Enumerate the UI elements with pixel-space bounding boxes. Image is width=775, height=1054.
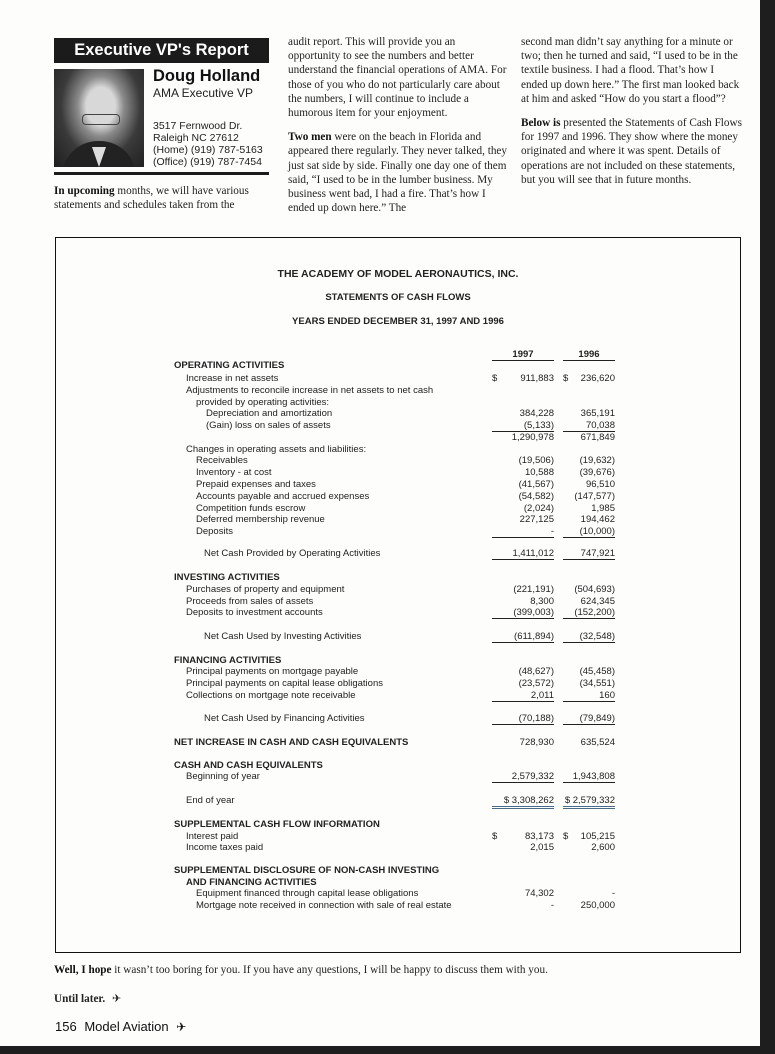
col-header-1997: 1997 — [492, 349, 554, 361]
value-1997: 74,302 — [524, 888, 554, 899]
page-folio — [55, 1019, 186, 1034]
author-address: 3517 Fernwood Dr. Raleigh NC 27612 (Home) (919) 787-5163 (Office) (919) 787-7454 — [153, 120, 263, 168]
value-1997: (54,582) — [518, 491, 554, 502]
row-label: Beginning of year — [186, 771, 260, 782]
value-1997: 911,883 — [520, 373, 554, 384]
row-label: INVESTING ACTIVITIES — [174, 572, 280, 583]
value-1996: 747,921 — [563, 548, 615, 560]
row-label: NET INCREASE IN CASH AND CASH EQUIVALENTS — [174, 737, 409, 748]
statement-row — [56, 360, 740, 372]
row-label: Net Cash Provided by Operating Activities — [204, 548, 381, 559]
statement-row — [56, 467, 740, 479]
row-label: Principal payments on mortgage payable — [186, 666, 359, 677]
value-1997: (23,572) — [518, 678, 554, 689]
statement-row — [56, 572, 740, 584]
statement-row — [56, 678, 740, 690]
row-label: Collections on mortgage note receivable — [186, 690, 356, 701]
value-1996: 624,345 — [580, 596, 615, 607]
value-1997: (5,133) — [492, 420, 554, 432]
statement-org: THE ACADEMY OF MODEL AERONAUTICS, INC. — [277, 268, 519, 280]
row-label: Deposits to investment accounts — [186, 607, 323, 618]
statement-row — [56, 607, 740, 619]
row-label: Inventory - at cost — [196, 467, 272, 478]
value-1996: (39,676) — [579, 467, 615, 478]
statement-row — [56, 479, 740, 491]
statement-row — [56, 385, 740, 397]
statement-row — [56, 865, 740, 877]
magazine-name: Model Aviation — [84, 1019, 169, 1034]
value-1996: 1,943,808 — [563, 771, 615, 783]
author-name: Doug Holland — [153, 67, 261, 85]
row-label: Changes in operating assets and liabilities: — [186, 444, 367, 455]
value-1997: 10,588 — [524, 467, 554, 478]
statement-row — [56, 631, 740, 643]
dollar-sign: $ — [492, 373, 498, 384]
row-label: OPERATING ACTIVITIES — [174, 360, 285, 371]
value-1997: 2,579,332 — [492, 771, 554, 783]
statement-row — [56, 888, 740, 900]
value-1996: (152,200) — [563, 607, 615, 619]
statement-period: YEARS ENDED DECEMBER 31, 1997 AND 1996 — [292, 316, 504, 327]
column-banner: Executive VP's Report — [54, 38, 269, 63]
row-label: AND FINANCING ACTIVITIES — [186, 877, 317, 888]
value-1997: - — [550, 900, 554, 911]
value-1997: (70,188) — [492, 713, 554, 725]
signoff: Until later. ✈ — [54, 993, 122, 1005]
row-label: Increase in net assets — [186, 373, 279, 384]
page-number: 156 — [55, 1019, 77, 1034]
value-1997: 2,015 — [530, 842, 554, 853]
value-1997: 384,228 — [519, 408, 554, 419]
row-label: CASH AND CASH EQUIVALENTS — [174, 760, 323, 771]
article-column-2: audit report. This will provide you an opportunity to see the numbers and better understand the financial operations of AMA. For those of you who do not particularly care about the numbers, I will continue to include a humorous item for your enjoyment. Two men were on the beach in Florida and appeared there regularly. They never talked, they just sat side by side. Finally one day one of them said, “I used to be in the lumber business. My business went bad, I had a fire. That’s how I ended up down here.” The — [288, 36, 507, 215]
row-label: FINANCING ACTIVITIES — [174, 655, 282, 666]
value-1996: (45,458) — [579, 666, 615, 677]
col-header-1996: 1996 — [563, 349, 615, 361]
value-1996: 194,462 — [580, 514, 615, 525]
value-1996: (147,577) — [574, 491, 615, 502]
cash-flow-statement — [55, 237, 741, 953]
value-1997: - — [492, 526, 554, 538]
row-label: Net Cash Used by Financing Activities — [204, 713, 365, 724]
value-1997: 8,300 — [530, 596, 554, 607]
divider-rule — [54, 172, 269, 175]
statement-row — [56, 737, 740, 749]
value-1996: 1,985 — [591, 503, 615, 514]
row-label: Prepaid expenses and taxes — [196, 479, 316, 490]
value-1996: 2,600 — [591, 842, 615, 853]
value-1996: - — [611, 888, 615, 899]
row-label: Principal payments on capital lease obligations — [186, 678, 383, 689]
statement-row — [56, 771, 740, 783]
statement-row — [56, 900, 740, 912]
value-1997: 1,411,012 — [492, 548, 554, 560]
statement-row — [56, 432, 740, 444]
value-1996: 365,191 — [580, 408, 615, 419]
airplane-icon: ✈ — [176, 1020, 187, 1034]
statement-row — [56, 666, 740, 678]
value-1997: 2,011 — [492, 690, 554, 702]
article-column-1: In upcoming months, we will have various statements and schedules taken from the — [54, 185, 249, 212]
value-1997: (221,191) — [513, 584, 554, 595]
value-1996: (79,849) — [563, 713, 615, 725]
value-1996: 635,524 — [580, 737, 615, 748]
value-1997: (19,506) — [518, 455, 554, 466]
statement-row — [56, 548, 740, 560]
value-1997: 1,290,978 — [511, 432, 554, 443]
statement-row — [56, 455, 740, 467]
statement-row — [56, 420, 740, 432]
row-label: provided by operating activities: — [196, 397, 330, 408]
value-1997: 227,125 — [519, 514, 554, 525]
statement-row — [56, 842, 740, 854]
value-1997: 83,173 — [524, 831, 554, 842]
statement-row — [56, 514, 740, 526]
value-1996: $ 2,579,332 — [563, 795, 615, 809]
row-label: Competition funds escrow — [196, 503, 306, 514]
dollar-sign: $ — [563, 831, 569, 842]
row-label: Equipment financed through capital lease obligations — [196, 888, 419, 899]
statement-row — [56, 373, 740, 385]
row-label: Mortgage note received in connection with sale of real estate — [196, 900, 452, 911]
value-1997: (611,894) — [492, 631, 554, 643]
author-title: AMA Executive VP — [153, 86, 254, 100]
value-1996: 236,620 — [580, 373, 615, 384]
statement-row — [56, 491, 740, 503]
statement-row — [56, 819, 740, 831]
statement-row — [56, 526, 740, 538]
statement-row — [56, 408, 740, 420]
value-1996: (504,693) — [574, 584, 615, 595]
value-1997: 728,930 — [519, 737, 554, 748]
statement-row — [56, 690, 740, 702]
value-1996: (10,000) — [563, 526, 615, 538]
value-1996: 96,510 — [585, 479, 615, 490]
row-label: Purchases of property and equipment — [186, 584, 345, 595]
dollar-sign: $ — [492, 831, 498, 842]
row-label: Receivables — [196, 455, 248, 466]
row-label: Net Cash Used by Investing Activities — [204, 631, 362, 642]
closing-paragraph: Well, I hope it wasn’t too boring for you. If you have any questions, I will be happy to discuss them with you. — [54, 964, 548, 976]
value-1996: (19,632) — [579, 455, 615, 466]
row-label: Income taxes paid — [186, 842, 264, 853]
value-1996: 250,000 — [580, 900, 615, 911]
row-label: (Gain) loss on sales of assets — [206, 420, 331, 431]
value-1996: 160 — [563, 690, 615, 702]
row-label: Deferred membership revenue — [196, 514, 325, 525]
row-label: SUPPLEMENTAL DISCLOSURE OF NON-CASH INVESTING — [174, 865, 440, 876]
row-label: End of year — [186, 795, 235, 806]
row-label: SUPPLEMENTAL CASH FLOW INFORMATION — [174, 819, 380, 830]
author-photo — [54, 69, 144, 167]
row-label: Deposits — [196, 526, 233, 537]
airplane-icon: ✈ — [111, 993, 122, 1005]
value-1997: (399,003) — [492, 607, 554, 619]
article-column-3: second man didn’t say anything for a minute or two; then he turned and said, “I used to be in the textile business. I had a flood. That’s how I ended up down here.” The first man looked back at him and asked “How do you start a flood”? Below is presented the Statements of Cash Flows for 1997 and 1996. They show where the money originated and where it was spent. Details of operations are not included on these statements, but you will see that in future months. — [521, 36, 742, 186]
value-1997: (41,567) — [518, 479, 554, 490]
row-label: Adjustments to reconcile increase in net assets to net cash — [186, 385, 434, 396]
row-label: Interest paid — [186, 831, 239, 842]
value-1997: $ 3,308,262 — [492, 795, 554, 809]
value-1996: (34,551) — [579, 678, 615, 689]
statement-row — [56, 713, 740, 725]
statement-row — [56, 584, 740, 596]
value-1996: 671,849 — [580, 432, 615, 443]
statement-row — [56, 795, 740, 807]
value-1997: (48,627) — [518, 666, 554, 677]
value-1996: 70,038 — [563, 420, 615, 432]
row-label: Proceeds from sales of assets — [186, 596, 314, 607]
statement-title: STATEMENTS OF CASH FLOWS — [325, 292, 471, 303]
dollar-sign: $ — [563, 373, 569, 384]
value-1996: 105,215 — [580, 831, 615, 842]
value-1996: (32,548) — [563, 631, 615, 643]
row-label: Accounts payable and accrued expenses — [196, 491, 370, 502]
value-1997: (2,024) — [523, 503, 554, 514]
row-label: Depreciation and amortization — [206, 408, 333, 419]
